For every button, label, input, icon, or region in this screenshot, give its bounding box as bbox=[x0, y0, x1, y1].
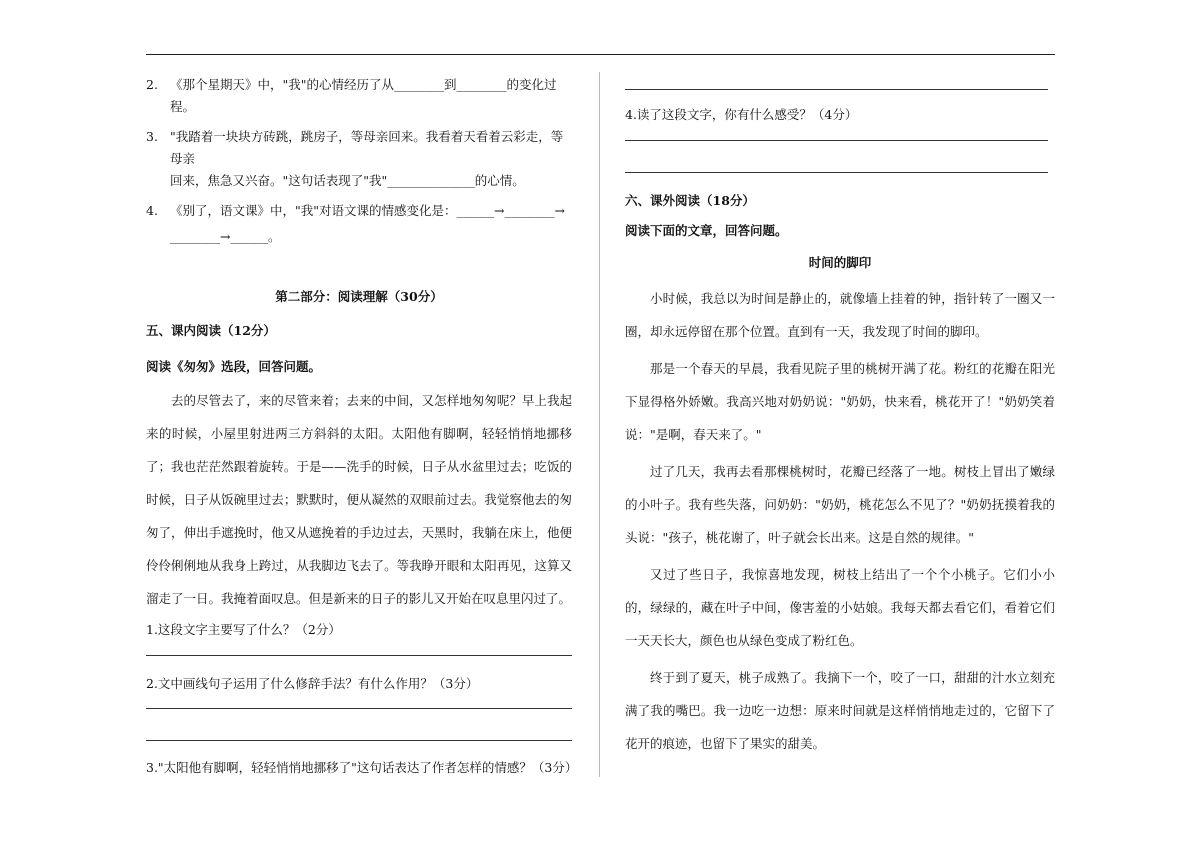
question-text: 《那个星期天》中，"我"的心情经历了从________到________的变化过程。 bbox=[170, 77, 557, 114]
reading-passage: 去的尽管去了，来的尽管来着；去来的中间，又怎样地匆匆呢？早上我起来的时候，小屋里射进两三方斜斜的太阳。太阳他有脚啊，轻轻悄悄地挪移了；我也茫茫然跟着旋转。于是——洗手的时候，日子从水盆里过去；吃饭的时候，日子从饭碗里过去；默默时，便从凝然的双眼前过去。我觉察他去的匆匆了，伸出手遮挽时，他又从遮挽着的手边过去，天黑时，我躺在床上，他便伶伶俐俐地从我身上跨过，从我脚边飞去了。等我睁开眼和太阳再见，这算又溜走了一日。我掩着面叹息。但是新来的日子的影儿又开始在叹息里闪过了。 bbox=[146, 393, 572, 606]
right-column bbox=[625, 72, 1055, 760]
question-number: 2. bbox=[146, 77, 158, 92]
answer-line[interactable] bbox=[146, 708, 572, 709]
article-paragraph: 终于到了夏天，桃子成熟了。我摘下一个，咬了一口，甜甜的汁水立刻充满了我的嘴巴。我一边吃一边想：原来时间就是这样悄悄地走过的，它留下了花开的痕迹，也留下了果实的甜美。 bbox=[625, 670, 1055, 751]
section-6-instruction: 阅读下面的文章，回答问题。 bbox=[625, 223, 788, 238]
answer-line[interactable] bbox=[146, 740, 572, 741]
left-column bbox=[146, 72, 578, 779]
article-paragraph: 又过了些日子，我惊喜地发现，树枝上结出了一个个小桃子。它们小小的，绿绿的，藏在叶子中间，像害羞的小姑娘。我每天都去看它们，看着它们一天天长大，颜色也从绿色变成了粉红色。 bbox=[625, 567, 1055, 648]
top-rule bbox=[146, 54, 1055, 55]
question-5-3: 3."太阳他有脚啊，轻轻悄悄地挪移了"这句话表达了作者怎样的情感？（3分） bbox=[146, 760, 578, 775]
question-number: 4. bbox=[146, 203, 158, 218]
answer-line[interactable] bbox=[625, 89, 1048, 90]
question-3 bbox=[146, 126, 572, 192]
article-paragraph: 过了几天，我再去看那棵桃树时，花瓣已经落了一地。树枝上冒出了嫩绿的小叶子。我有些失落，问奶奶："奶奶，桃花怎么不见了？"奶奶抚摸着我的头说："孩子，桃花谢了，叶子就会长出来。这是自然的规律。" bbox=[625, 464, 1055, 545]
section-5-instruction: 阅读《匆匆》选段，回答问题。 bbox=[146, 359, 322, 374]
question-text-line: ________→______。 bbox=[170, 229, 281, 244]
question-5-1: 1.这段文字主要写了什么？（2分） bbox=[146, 622, 341, 637]
article-paragraph: 小时候，我总以为时间是静止的，就像墙上挂着的钟，指针转了一圈又一圈，却永远停留在那个位置。直到有一天，我发现了时间的脚印。 bbox=[625, 291, 1055, 339]
section-6-title: 六、课外阅读（18分） bbox=[625, 193, 755, 208]
article-title: 时间的脚印 bbox=[808, 255, 872, 270]
part-2-title: 第二部分：阅读理解（30分） bbox=[275, 289, 443, 304]
question-text-line: 《别了，语文课》中，"我"对语文课的情感变化是：______→________→ bbox=[170, 203, 565, 218]
question-2 bbox=[146, 74, 572, 118]
question-text-line: 回来，焦急又兴奋。"这句话表现了"我"______________的心情。 bbox=[170, 173, 525, 188]
column-divider bbox=[599, 72, 600, 777]
section-5-title: 五、课内阅读（12分） bbox=[146, 323, 276, 338]
question-4 bbox=[146, 200, 572, 248]
question-text-line: "我踏着一块块方砖跳，跳房子，等母亲回来。我看着天看着云彩走，等母亲 bbox=[170, 129, 564, 166]
article-paragraph: 那是一个春天的早晨，我看见院子里的桃树开满了花。粉红的花瓣在阳光下显得格外娇嫩。我高兴地对奶奶说："奶奶，快来看，桃花开了！"奶奶笑着说："是啊，春天来了。" bbox=[625, 361, 1055, 442]
question-number: 3. bbox=[146, 129, 158, 144]
answer-line[interactable] bbox=[625, 140, 1048, 141]
answer-line[interactable] bbox=[625, 172, 1048, 173]
question-5-4: 4.读了这段文字，你有什么感受？（4分） bbox=[625, 107, 858, 122]
answer-line[interactable] bbox=[146, 655, 572, 656]
question-5-2: 2.文中画线句子运用了什么修辞手法？有什么作用？（3分） bbox=[146, 676, 479, 691]
